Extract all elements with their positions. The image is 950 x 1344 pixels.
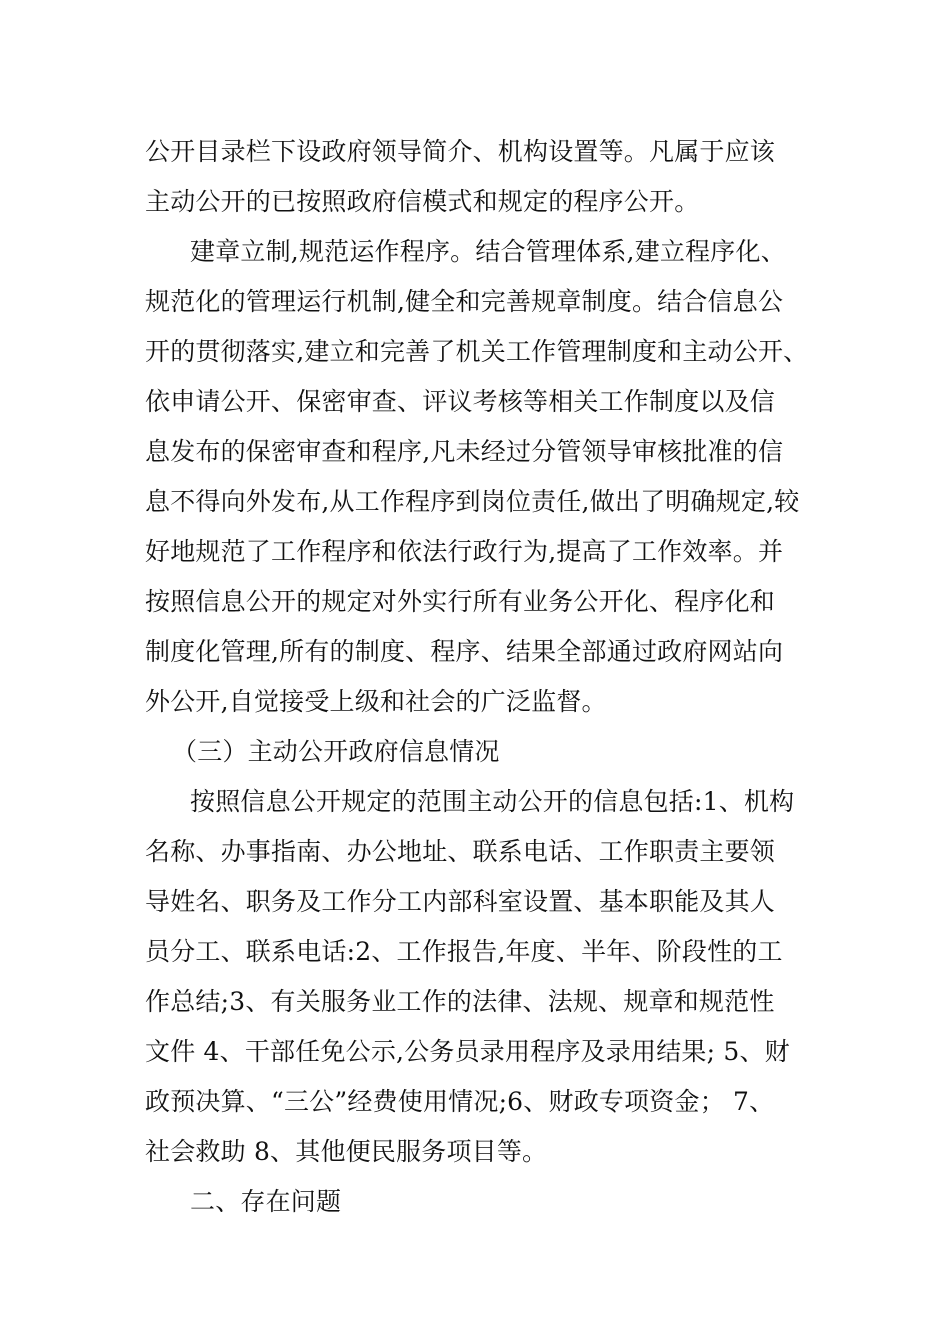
paragraph-line: 制度化管理,所有的制度、程序、结果全部通过政府网站向: [145, 637, 784, 666]
paragraph-line: 文件 4、干部任免公示,公务员录用程序及录用结果; 5、财: [145, 1037, 790, 1066]
paragraph-line: 名称、办事指南、办公地址、联系电话、工作职责主要领: [145, 837, 776, 866]
paragraph-line: 按照信息公开规定的范围主动公开的信息包括:1、机构: [190, 787, 795, 816]
paragraph-line: 政预决算、“三公”经费使用情况;6、财政专项资金； 7、: [145, 1087, 775, 1116]
paragraph-line: 依申请公开、保密审查、评议考核等相关工作制度以及信: [145, 387, 776, 416]
paragraph-line: 建章立制,规范运作程序。结合管理体系,建立程序化、: [190, 237, 786, 266]
paragraph-line: 息不得向外发布,从工作程序到岗位责任,做出了明确规定,较: [145, 487, 800, 516]
paragraph-line: 按照信息公开的规定对外实行所有业务公开化、程序化和: [145, 587, 776, 616]
paragraph-line: 规范化的管理运行机制,健全和完善规章制度。结合信息公: [145, 287, 784, 316]
paragraph-line: 公开目录栏下设政府领导简介、机构设置等。凡属于应该: [145, 137, 776, 166]
paragraph-line: 好地规范了工作程序和依法行政行为,提高了工作效率。并: [145, 537, 784, 566]
paragraph-line: 主动公开的已按照政府信模式和规定的程序公开。: [145, 187, 700, 216]
paragraph-line: 开的贯彻落实,建立和完善了机关工作管理制度和主动公开、: [145, 337, 809, 366]
section-heading: 二、存在问题: [190, 1187, 342, 1216]
paragraph-line: 外公开,自觉接受上级和社会的广泛监督。: [145, 687, 607, 716]
paragraph-line: 导姓名、职务及工作分工内部科室设置、基本职能及其人: [145, 887, 776, 916]
paragraph-line: 作总结;3、有关服务业工作的法律、法规、规章和规范性: [145, 987, 775, 1016]
paragraph-line: 息发布的保密审查和程序,凡未经过分管领导审核批准的信: [145, 437, 784, 466]
paragraph-line: 社会救助 8、其他便民服务项目等。: [145, 1137, 548, 1166]
section-heading: （三）主动公开政府信息情况: [172, 737, 500, 766]
paragraph-line: 员分工、联系电话:2、工作报告,年度、半年、阶段性的工: [145, 937, 783, 966]
